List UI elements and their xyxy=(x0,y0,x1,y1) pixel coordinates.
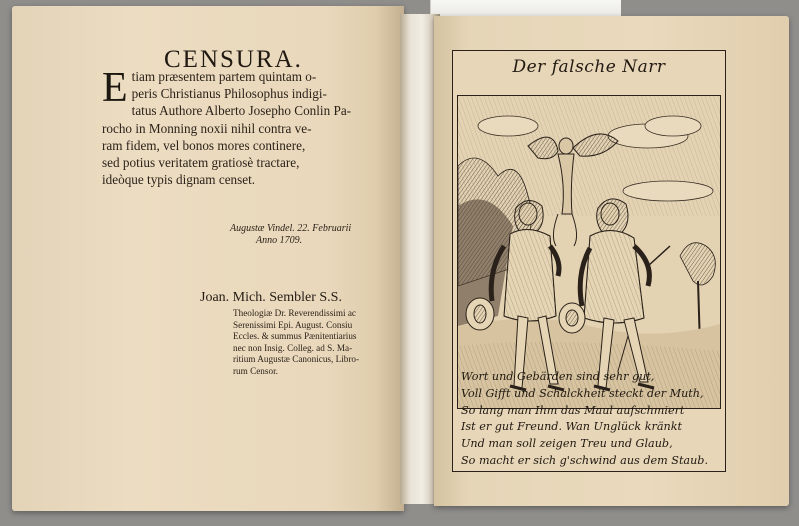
verse-line: Voll Gifft und Schalckheit steckt der Muth, xyxy=(461,386,704,400)
censura-line: rocho in Monning noxii nihil contra ve- xyxy=(102,120,312,136)
censura-line: ram fidem, vel bonos mores continere, xyxy=(102,137,306,153)
dateline-place-date: Augustæ Vindel. 22. Februarii xyxy=(230,223,352,234)
dateline xyxy=(230,223,351,247)
censor-title-line: rum Censor. xyxy=(233,365,278,376)
verse-line: Und man soll zeigen Treu und Glaub, xyxy=(461,437,673,451)
engraved-plate xyxy=(452,50,726,472)
censor-title-line: Serenissimi Epi. August. Consiu xyxy=(233,319,353,330)
censor-title-line: Theologiæ Dr. Reverendissimi ac xyxy=(233,308,356,318)
censor-titles xyxy=(233,308,393,378)
censura-line: sed potius veritatem gratiosè tractare, xyxy=(102,155,300,171)
censura-line: tatus Authore Alberto Josepho Conlin Pa- xyxy=(131,103,352,119)
censor-name: Joan. Mich. Sembler S.S. xyxy=(200,290,342,305)
left-page xyxy=(12,6,404,511)
engraving-illustration xyxy=(457,95,721,409)
verse-line: Ist er gut Freund. Wan Unglück kränkt xyxy=(461,420,682,434)
verse-line: Wort und Gebärden sind sehr gut, xyxy=(461,370,655,383)
censor-title-line: nec non Insig. Colleg. ad S. Ma- xyxy=(233,342,353,353)
censor-title-line: ritium Augustæ Canonicus, Libro- xyxy=(233,354,360,365)
censura-text xyxy=(102,65,392,188)
censura-line: ideòque typis dignam censet. xyxy=(102,172,256,188)
censura-line: tiam præsentem partem quintam o- xyxy=(131,69,317,84)
censura-heading: CENSURA. xyxy=(164,46,303,73)
dateline-year: Anno 1709. xyxy=(256,235,303,246)
verse-line: So lang man Ihm das Maul aufschmiert xyxy=(461,403,685,417)
verse-line: So macht er sich g'schwind aus dem Staub. xyxy=(461,453,709,467)
drop-capital: E xyxy=(102,65,128,111)
censura-line: peris Christianus Philosophus indigi- xyxy=(131,86,327,102)
plate-title: Der falsche Narr xyxy=(512,57,666,77)
engraving-image xyxy=(458,96,720,408)
censor-title-line: Eccles. & summus Pænitentiarius xyxy=(233,331,357,342)
verse-text xyxy=(461,369,721,470)
